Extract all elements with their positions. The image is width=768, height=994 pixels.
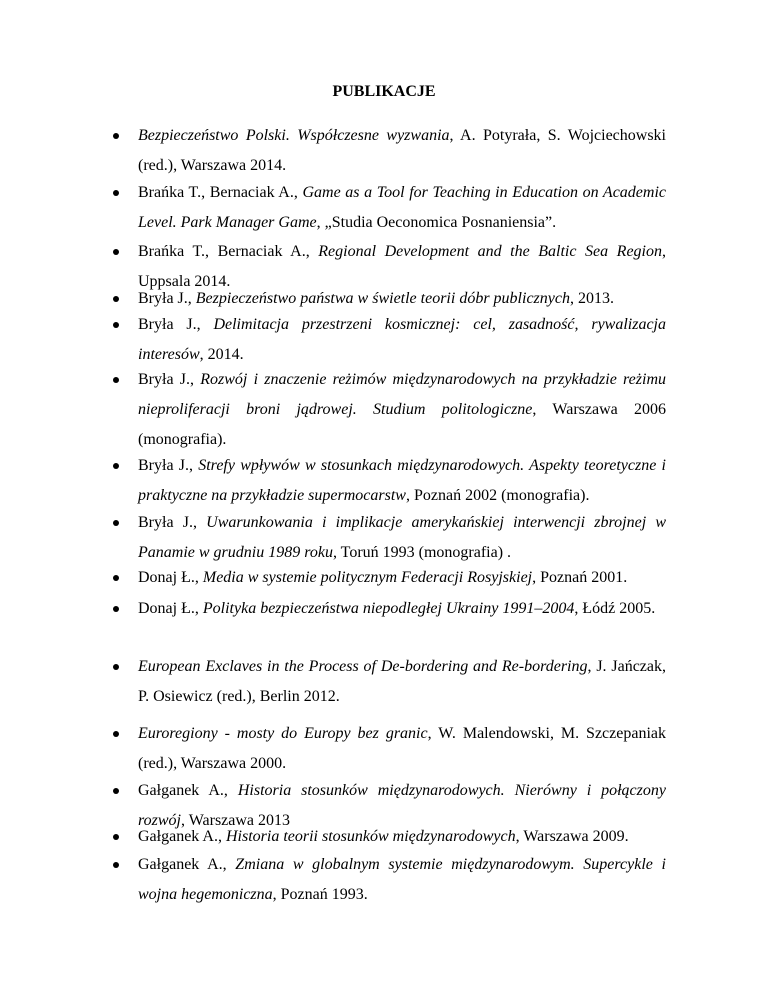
bullet-icon xyxy=(113,664,119,670)
entry-text: , Warszawa 2013 xyxy=(180,812,291,829)
entry-title-text: Polityka bezpieczeństwa niepodległej Ukrainy 1991–2004 xyxy=(202,600,575,617)
bullet-icon xyxy=(113,575,119,581)
publication-item xyxy=(138,365,666,455)
bullet-icon xyxy=(113,190,119,196)
bullet-icon xyxy=(113,296,119,302)
publication-item xyxy=(138,121,666,181)
entry-text: Gałganek A., xyxy=(138,828,226,845)
entry-title-text: Bezpieczeństwo Polski. Współczesne wyzwania xyxy=(138,127,450,144)
entry-text: Bryła J., xyxy=(138,316,214,333)
entry-text: Gałganek A., xyxy=(138,782,238,799)
entry-text: Brańka T., Bernaciak A., xyxy=(138,243,319,260)
entry-text: Gałganek A., xyxy=(138,856,236,873)
publication-item xyxy=(138,310,666,370)
entry-text: Donaj Ł., xyxy=(138,600,203,617)
entry-text: , Łódź 2005. xyxy=(574,600,656,617)
entry-text: Bryła J., xyxy=(138,371,201,388)
publication-item xyxy=(138,652,666,712)
bullet-icon xyxy=(113,377,119,383)
entry-text: , Warszawa 2006 (monografia). xyxy=(138,401,666,448)
bullet-icon xyxy=(113,731,119,737)
entry-title-text: Delimitacja przestrzeni kosmicznej: cel, zasadność, rywalizacja interesów xyxy=(138,316,667,363)
entry-title-text: Historia stosunków międzynarodowych. Nierówny i połączony rozwój xyxy=(138,782,666,829)
publication-item xyxy=(138,508,666,568)
publication-item xyxy=(138,822,666,852)
entry-text: , Uppsala 2014. xyxy=(138,243,666,290)
entry-text: , 2013. xyxy=(569,290,614,307)
entry-title-text: Uwarunkowania i implikacje amerykańskiej interwencji zbrojnej w Panamie w grudniu 1989 roku xyxy=(138,514,667,561)
entry-title-text: European Exclaves in the Process of De-bordering and Re-bordering xyxy=(138,658,588,675)
entry-title-text: Media w systemie politycznym Federacji Rosyjskiej xyxy=(202,569,533,586)
bullet-icon xyxy=(113,322,119,328)
page-title: PUBLIKACJE xyxy=(332,83,436,100)
publication-item xyxy=(138,178,666,238)
entry-text: , Warszawa 2009. xyxy=(515,828,629,845)
entry-text: Bryła J., xyxy=(138,457,199,474)
bullet-icon xyxy=(113,606,119,612)
entry-title-text: Game as a Tool for Teaching in Education on Academic Level. Park Manager Game xyxy=(138,184,667,231)
entry-text: , Toruń 1993 (monografia) . xyxy=(332,544,512,561)
publication-item xyxy=(138,850,666,910)
bullet-icon xyxy=(113,520,119,526)
publication-item xyxy=(138,719,666,779)
entry-title-text: Historia teorii stosunków międzynarodowych xyxy=(225,828,516,845)
entry-text: , 2014. xyxy=(199,346,244,363)
entry-text: , „Studia Oeconomica Posnaniensia”. xyxy=(316,214,557,231)
bullet-icon xyxy=(113,862,119,868)
entry-title-text: Bezpieczeństwo państwa w świetle teorii dóbr publicznych xyxy=(195,290,570,307)
entry-title-text: Regional Development and the Baltic Sea Region xyxy=(318,243,662,260)
bullet-icon xyxy=(113,133,119,139)
entry-text: Bryła J., xyxy=(138,514,207,531)
entry-text: , Poznań 2002 (monografia). xyxy=(405,487,590,504)
bullet-icon xyxy=(113,788,119,794)
publication-item xyxy=(138,451,666,511)
entry-title-text: Euroregiony - mosty do Europy bez granic xyxy=(138,725,428,742)
entry-text: , J. Jańczak, P. Osiewicz (red.), Berlin 2012. xyxy=(138,658,666,705)
entry-text: Brańka T., Bernaciak A., xyxy=(138,184,303,201)
bullet-icon xyxy=(113,249,119,255)
entry-text: , W. Malendowski, M. Szczepaniak (red.), Warszawa 2000. xyxy=(138,725,667,772)
entry-text: , A. Potyrała, S. Wojciechowski (red.), Warszawa 2014. xyxy=(138,127,666,174)
publication-item xyxy=(138,563,666,593)
bullet-icon xyxy=(113,834,119,840)
entry-text: Bryła J., xyxy=(138,290,196,307)
entry-text: , Poznań 1993. xyxy=(272,886,368,903)
entry-text: , Poznań 2001. xyxy=(532,569,628,586)
entry-title-text: Zmiana w globalnym systemie międzynarodowym. Supercykle i wojna hegemoniczna xyxy=(138,856,666,903)
publication-item xyxy=(138,594,666,624)
bullet-icon xyxy=(113,463,119,469)
entry-title-text: Rozwój i znaczenie reżimów międzynarodowych na przykładzie reżimu nieproliferacji broni jądrowej. Studium politologiczne xyxy=(138,371,666,418)
entry-text: Donaj Ł., xyxy=(138,569,203,586)
entry-title-text: Strefy wpływów w stosunkach międzynarodowych. Aspekty teoretyczne i praktyczne na przykładzie supermocarstw xyxy=(138,457,666,504)
